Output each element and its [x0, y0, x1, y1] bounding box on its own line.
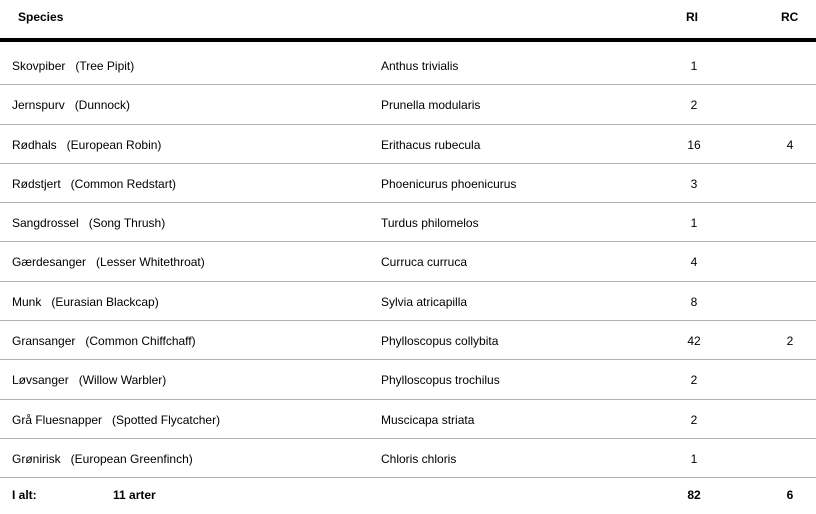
ri-value: 2 [690, 373, 698, 388]
species-name: Skovpiber (Tree Pipit) [12, 59, 135, 73]
latin-name: Anthus trivialis [381, 59, 459, 73]
species-column-header: Species [18, 10, 64, 24]
latin-name: Phylloscopus trochilus [381, 373, 500, 388]
latin-name: Muscicapa striata [381, 412, 475, 427]
latin-name: Turdus philomelos [381, 216, 479, 231]
table-row [0, 321, 816, 360]
total-row [0, 479, 816, 514]
ri-value: 8 [690, 294, 698, 309]
rc-value: 2 [786, 334, 794, 349]
table-row [0, 46, 816, 85]
species-name: Gærdesanger (Lesser Whitethroat) [12, 255, 205, 270]
table-row [0, 203, 816, 242]
species-table-body [0, 46, 816, 478]
species-name: Rødhals (European Robin) [12, 137, 162, 152]
species-name: Grå Fluesnapper (Spotted Flycatcher) [12, 412, 221, 427]
table-row [0, 242, 816, 281]
species-name: Rødstjert (Common Redstart) [12, 176, 177, 191]
species-name: Munk (Eurasian Blackcap) [12, 294, 159, 309]
ri-value: 2 [690, 412, 698, 427]
total-rc: 6 [786, 488, 794, 502]
table-row [0, 360, 816, 399]
latin-name: Phoenicurus phoenicurus [381, 176, 517, 191]
table-header [0, 0, 816, 42]
rc-value: 4 [786, 137, 794, 152]
table-row [0, 439, 816, 478]
species-name: Sangdrossel (Song Thrush) [12, 216, 166, 231]
ri-value: 16 [687, 137, 701, 152]
table-row [0, 400, 816, 439]
table-row [0, 282, 816, 321]
ri-value: 3 [690, 176, 698, 191]
latin-name: Erithacus rubecula [381, 137, 481, 152]
species-name: Grønirisk (European Greenfinch) [12, 451, 193, 466]
ri-value: 42 [687, 334, 701, 349]
species-name: Løvsanger (Willow Warbler) [12, 373, 167, 388]
ri-value: 1 [690, 451, 698, 466]
total-ri: 82 [687, 488, 701, 502]
ri-value: 1 [690, 216, 698, 231]
ri-value: 1 [690, 59, 698, 73]
species-name: Gransanger (Common Chiffchaff) [12, 334, 196, 349]
ri-value: 4 [690, 255, 698, 270]
species-name: Jernspurv (Dunnock) [12, 98, 131, 113]
latin-name: Sylvia atricapilla [381, 294, 468, 309]
rc-column-header: RC [781, 10, 799, 24]
total-species-count: 11 arter [113, 488, 156, 502]
ri-column-header: RI [686, 10, 698, 24]
latin-name: Prunella modularis [381, 98, 481, 113]
latin-name: Curruca curruca [381, 255, 468, 270]
table-row [0, 85, 816, 124]
latin-name: Chloris chloris [381, 451, 457, 466]
latin-name: Phylloscopus collybita [381, 334, 499, 349]
table-row [0, 125, 816, 164]
ri-value: 2 [690, 98, 698, 113]
total-label: I alt: [12, 488, 37, 502]
table-row [0, 164, 816, 203]
